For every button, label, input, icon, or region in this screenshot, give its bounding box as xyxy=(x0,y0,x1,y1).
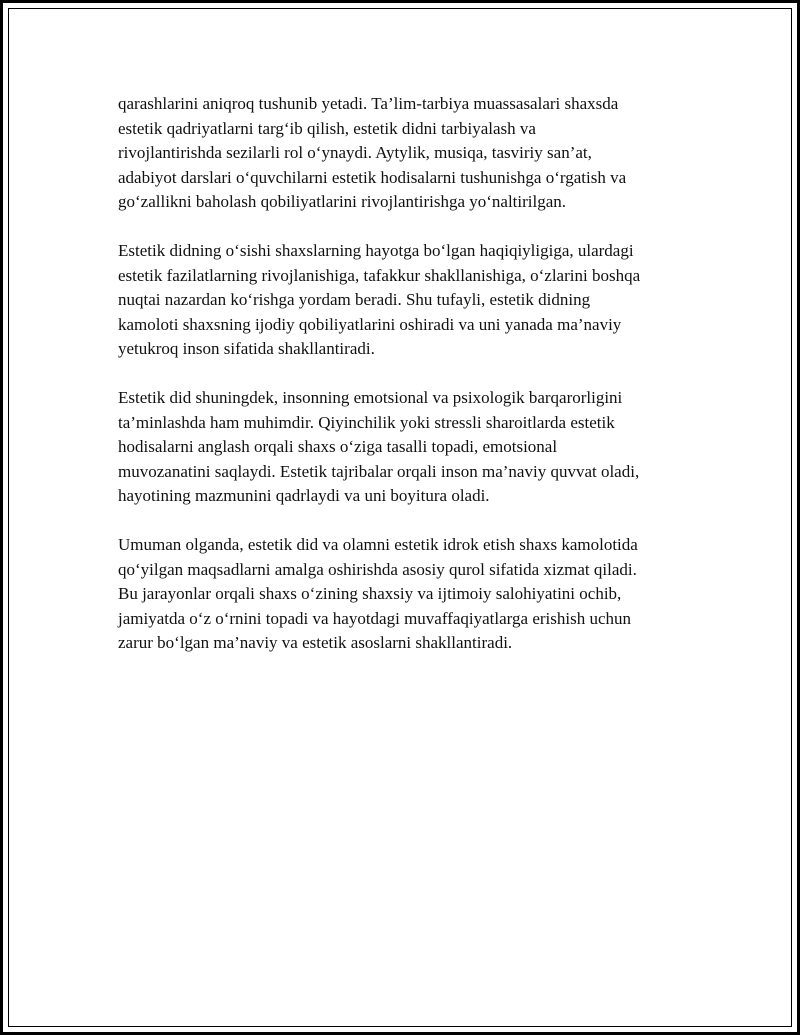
document-body xyxy=(118,92,698,680)
paragraph-line: estetik fazilatlarning rivojlanishiga, tafakkur shakllanishiga, o‘zlarini boshqa xyxy=(118,265,641,285)
paragraph-line: rivojlantirishda sezilarli rol o‘ynaydi. Aytylik, musiqa, tasviriy san’at, xyxy=(118,143,592,162)
paragraph-4 xyxy=(118,533,698,656)
paragraph-line: Estetik did shuningdek, insonning emotsional va psixologik barqarorligini xyxy=(118,388,623,407)
paragraph-line: hayotining mazmunini qadrlaydi va uni boyitura oladi. xyxy=(118,486,490,505)
paragraph-line: go‘zallikni baholash qobiliyatlarini rivojlantirishga yo‘naltirilgan. xyxy=(118,192,567,211)
paragraph-line: Umuman olganda, estetik did va olamni estetik idrok etish shaxs kamolotida xyxy=(118,535,638,554)
paragraph-3 xyxy=(118,386,698,509)
paragraph-line: muvozanatini saqlaydi. Estetik tajribalar orqali inson ma’naviy quvvat oladi, xyxy=(118,461,640,481)
paragraph-line: Bu jarayonlar orqali shaxs o‘zining shaxsiy va ijtimoiy salohiyatini ochib, xyxy=(118,584,622,603)
paragraph-line: nuqtai nazardan ko‘rishga yordam beradi. Shu tufayli, estetik didning xyxy=(118,290,591,309)
paragraph-line: estetik qadriyatlarni targ‘ib qilish, estetik didni tarbiyalash va xyxy=(118,118,536,138)
paragraph-line: kamoloti shaxsning ijodiy qobiliyatlarini oshiradi va uni yanada ma’naviy xyxy=(118,314,622,334)
paragraph-2 xyxy=(118,239,698,362)
paragraph-line: jamiyatda o‘z o‘rnini topadi va hayotdagi muvaffaqiyatlarga erishish uchun xyxy=(118,608,631,628)
paragraph-line: qo‘yilgan maqsadlarni amalga oshirishda asosiy qurol sifatida xizmat qiladi. xyxy=(118,559,637,579)
paragraph-line: yetukroq inson sifatida shakllantiradi. xyxy=(118,339,375,358)
paragraph-1 xyxy=(118,92,698,215)
paragraph-line: ta’minlashda ham muhimdir. Qiyinchilik yoki stressli sharoitlarda estetik xyxy=(118,412,615,432)
paragraph-line: adabiyot darslari o‘quvchilarni estetik hodisalarni tushunishga o‘rgatish va xyxy=(118,167,627,187)
paragraph-line: hodisalarni anglash orqali shaxs o‘ziga tasalli topadi, emotsional xyxy=(118,437,558,456)
paragraph-line: Estetik didning o‘sishi shaxslarning hayotga bo‘lgan haqiqiyligiga, ulardagi xyxy=(118,241,634,260)
paragraph-line: qarashlarini aniqroq tushunib yetadi. Ta’lim-tarbiya muassasalari shaxsda xyxy=(118,94,619,113)
paragraph-line: zarur bo‘lgan ma’naviy va estetik asoslarni shakllantiradi. xyxy=(118,633,513,652)
